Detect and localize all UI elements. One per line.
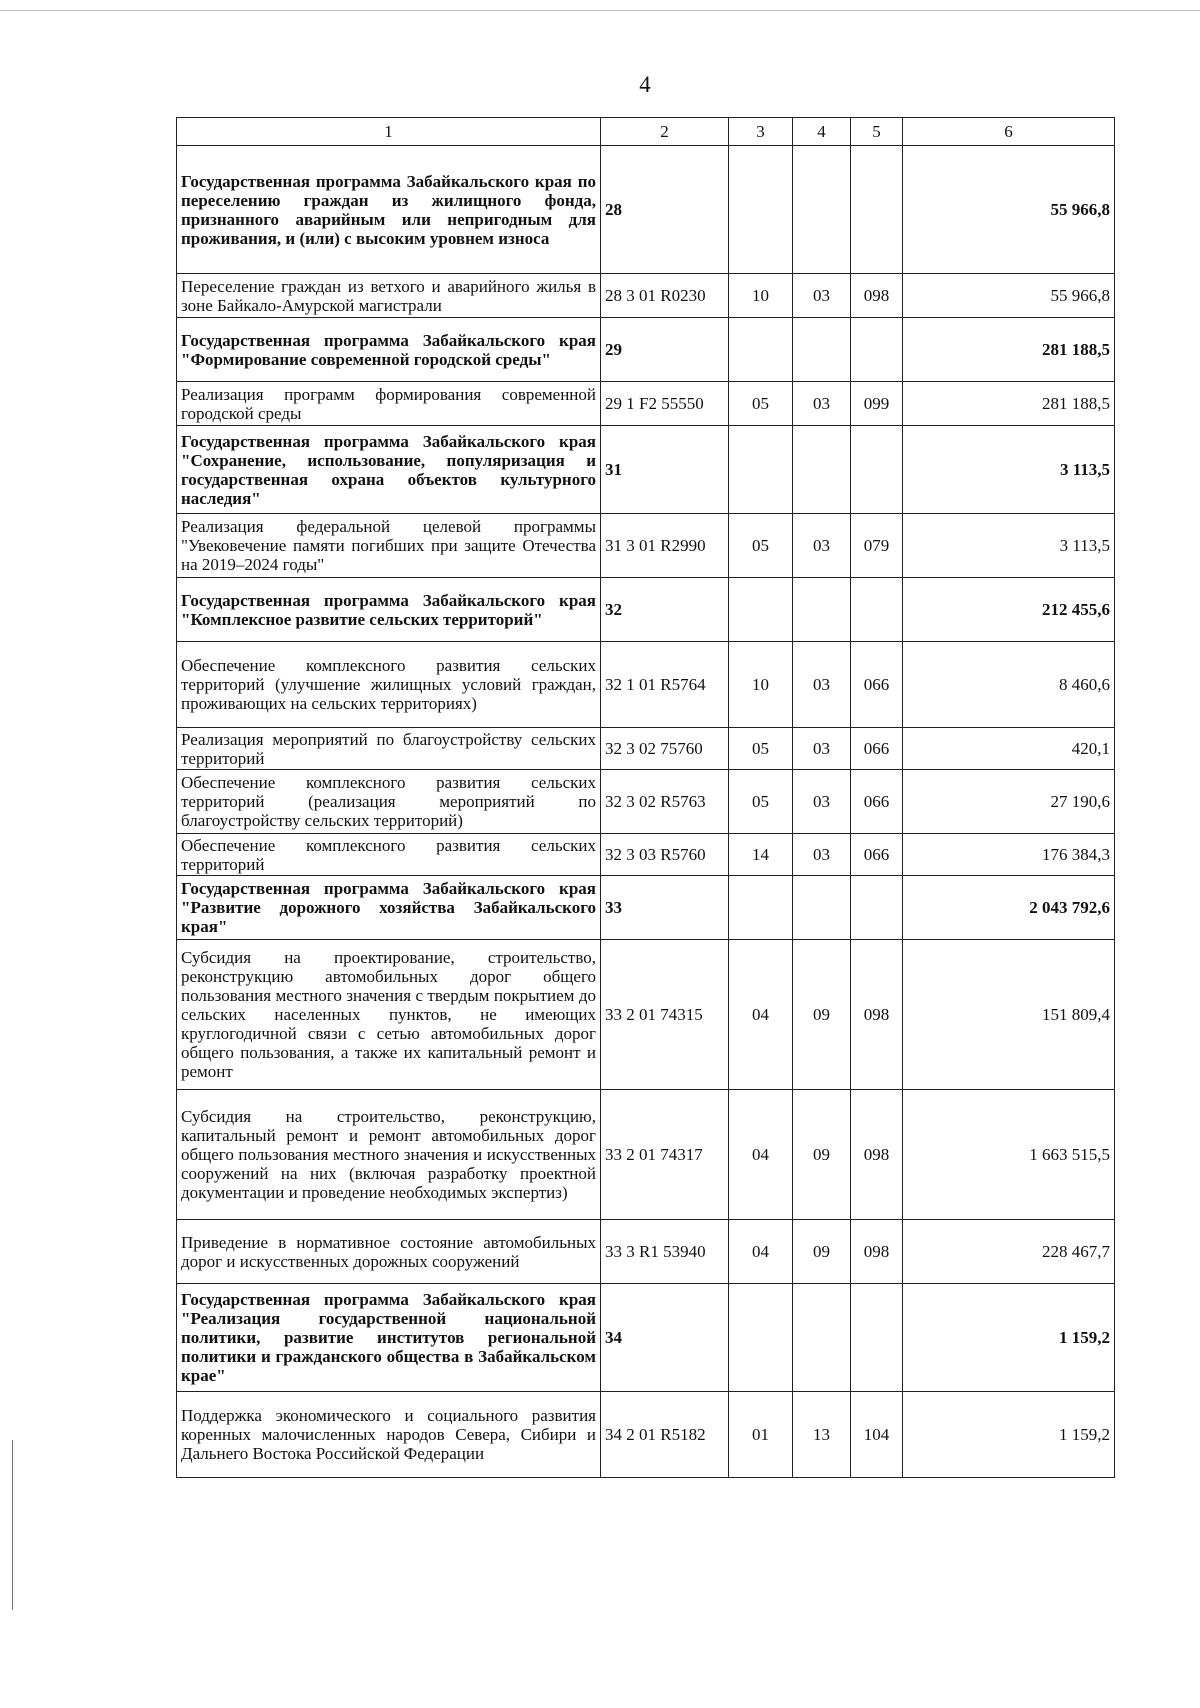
table-row [177,514,1115,578]
row-amount: 176 384,3 [903,834,1115,876]
table-row-program [177,1284,1115,1392]
row-amount: 1 663 515,5 [903,1090,1115,1220]
row-expense-type [851,426,903,514]
row-subsection: 03 [793,770,851,834]
row-section [729,318,793,382]
table-row [177,274,1115,318]
table-row [177,770,1115,834]
table-row [177,834,1115,876]
row-section: 14 [729,834,793,876]
row-section [729,426,793,514]
row-subsection: 03 [793,514,851,578]
row-subsection: 13 [793,1392,851,1478]
row-code: 33 [601,876,729,940]
table-row [177,940,1115,1090]
table-row [177,642,1115,728]
table-row [177,382,1115,426]
row-code: 32 3 03 R5760 [601,834,729,876]
row-code: 32 [601,578,729,642]
row-code: 28 3 01 R0230 [601,274,729,318]
row-name: Государственная программа Забайкальского края "Сохранение, использование, популяризация и государственная охрана объектов культурного наследия" [177,426,601,514]
row-expense-type: 104 [851,1392,903,1478]
table-row-program [177,578,1115,642]
row-subsection: 03 [793,728,851,770]
row-code: 34 [601,1284,729,1392]
row-code: 33 2 01 74315 [601,940,729,1090]
row-section: 10 [729,642,793,728]
row-section: 10 [729,274,793,318]
budget-table [176,117,1115,1478]
row-amount: 2 043 792,6 [903,876,1115,940]
row-subsection: 03 [793,382,851,426]
row-amount: 3 113,5 [903,514,1115,578]
row-code: 31 3 01 R2990 [601,514,729,578]
page-number: 4 [639,72,651,97]
row-name: Обеспечение комплексного развития сельских территорий [177,834,601,876]
row-expense-type: 098 [851,1220,903,1284]
row-amount: 281 188,5 [903,382,1115,426]
row-section [729,876,793,940]
row-subsection [793,318,851,382]
row-subsection: 03 [793,274,851,318]
row-subsection [793,146,851,274]
row-name: Субсидия на проектирование, строительство, реконструкцию автомобильных дорог общего пользования местного значения с твердым покрытием до сельских населенных пунктов, не имеющих круглогодичной связи с сетью автомобильных дорог общего пользования, а также их капитальный ремонт и ремонт [177,940,601,1090]
row-amount: 8 460,6 [903,642,1115,728]
row-expense-type: 098 [851,940,903,1090]
table-row-program [177,426,1115,514]
row-expense-type: 066 [851,834,903,876]
row-name: Государственная программа Забайкальского края "Реализация государственной национальной политики, развитие институтов региональной политики и гражданского общества в Забайкальском крае" [177,1284,601,1392]
row-expense-type: 099 [851,382,903,426]
row-subsection [793,876,851,940]
table-header [177,118,1115,146]
header-col-2: 2 [601,118,729,146]
table-body [177,146,1115,1478]
row-code: 34 2 01 R5182 [601,1392,729,1478]
row-section: 04 [729,1090,793,1220]
row-amount: 1 159,2 [903,1392,1115,1478]
row-code: 31 [601,426,729,514]
row-section [729,578,793,642]
row-expense-type [851,146,903,274]
row-code: 29 1 F2 55550 [601,382,729,426]
row-code: 32 3 02 75760 [601,728,729,770]
row-amount: 55 966,8 [903,146,1115,274]
row-name: Субсидия на строительство, реконструкцию, капитальный ремонт и ремонт автомобильных дорог общего пользования местного значения и искусственных сооружений на них (включая разработку проектной документации и проведение необходимых экспертиз) [177,1090,601,1220]
row-subsection: 03 [793,642,851,728]
row-amount: 212 455,6 [903,578,1115,642]
table-row [177,1392,1115,1478]
table-row-program [177,318,1115,382]
row-subsection: 09 [793,940,851,1090]
row-name: Приведение в нормативное состояние автомобильных дорог и искусственных дорожных сооружений [177,1220,601,1284]
row-section: 05 [729,728,793,770]
row-code: 28 [601,146,729,274]
table-row [177,728,1115,770]
table-row-program [177,876,1115,940]
row-name: Обеспечение комплексного развития сельских территорий (реализация мероприятий по благоустройству сельских территорий) [177,770,601,834]
row-name: Поддержка экономического и социального развития коренных малочисленных народов Севера, Сибири и Дальнего Востока Российской Федерации [177,1392,601,1478]
row-section: 05 [729,514,793,578]
row-code: 29 [601,318,729,382]
table-row-program [177,146,1115,274]
header-row [177,118,1115,146]
row-expense-type: 066 [851,770,903,834]
row-section [729,146,793,274]
row-amount: 420,1 [903,728,1115,770]
header-col-5: 5 [851,118,903,146]
row-amount: 151 809,4 [903,940,1115,1090]
header-col-1: 1 [177,118,601,146]
row-section: 04 [729,940,793,1090]
row-subsection: 09 [793,1090,851,1220]
scan-top-edge [0,10,1200,11]
row-code: 32 3 02 R5763 [601,770,729,834]
row-expense-type: 066 [851,642,903,728]
row-subsection [793,1284,851,1392]
row-name: Переселение граждан из ветхого и аварийного жилья в зоне Байкало-Амурской магистрали [177,274,601,318]
row-amount: 3 113,5 [903,426,1115,514]
header-col-4: 4 [793,118,851,146]
row-expense-type [851,318,903,382]
row-subsection [793,426,851,514]
row-subsection: 09 [793,1220,851,1284]
row-expense-type [851,578,903,642]
row-name: Государственная программа Забайкальского края "Развитие дорожного хозяйства Забайкальского края" [177,876,601,940]
row-expense-type: 066 [851,728,903,770]
row-section: 01 [729,1392,793,1478]
row-section: 04 [729,1220,793,1284]
row-code: 33 2 01 74317 [601,1090,729,1220]
row-name: Реализация федеральной целевой программы "Увековечение памяти погибших при защите Отечества на 2019–2024 годы" [177,514,601,578]
row-subsection: 03 [793,834,851,876]
row-code: 33 3 R1 53940 [601,1220,729,1284]
row-expense-type [851,1284,903,1392]
table-row [177,1220,1115,1284]
row-amount: 55 966,8 [903,274,1115,318]
row-amount: 1 159,2 [903,1284,1115,1392]
row-name: Реализация мероприятий по благоустройству сельских территорий [177,728,601,770]
row-name: Реализация программ формирования современной городской среды [177,382,601,426]
row-section: 05 [729,770,793,834]
row-expense-type: 079 [851,514,903,578]
row-name: Обеспечение комплексного развития сельских территорий (улучшение жилищных условий граждан, проживающих на сельских территориях) [177,642,601,728]
row-expense-type: 098 [851,1090,903,1220]
table-row [177,1090,1115,1220]
row-name: Государственная программа Забайкальского края по переселению граждан из жилищного фонда, признанного аварийным или непригодным для проживания, и (или) с высоким уровнем износа [177,146,601,274]
header-col-3: 3 [729,118,793,146]
row-name: Государственная программа Забайкальского края "Формирование современной городской среды" [177,318,601,382]
row-amount: 27 190,6 [903,770,1115,834]
row-section: 05 [729,382,793,426]
row-expense-type [851,876,903,940]
header-col-6: 6 [903,118,1115,146]
row-amount: 228 467,7 [903,1220,1115,1284]
scan-margin-line [12,1440,13,1610]
row-section [729,1284,793,1392]
row-subsection [793,578,851,642]
row-code: 32 1 01 R5764 [601,642,729,728]
row-amount: 281 188,5 [903,318,1115,382]
row-name: Государственная программа Забайкальского края "Комплексное развитие сельских территорий" [177,578,601,642]
row-expense-type: 098 [851,274,903,318]
